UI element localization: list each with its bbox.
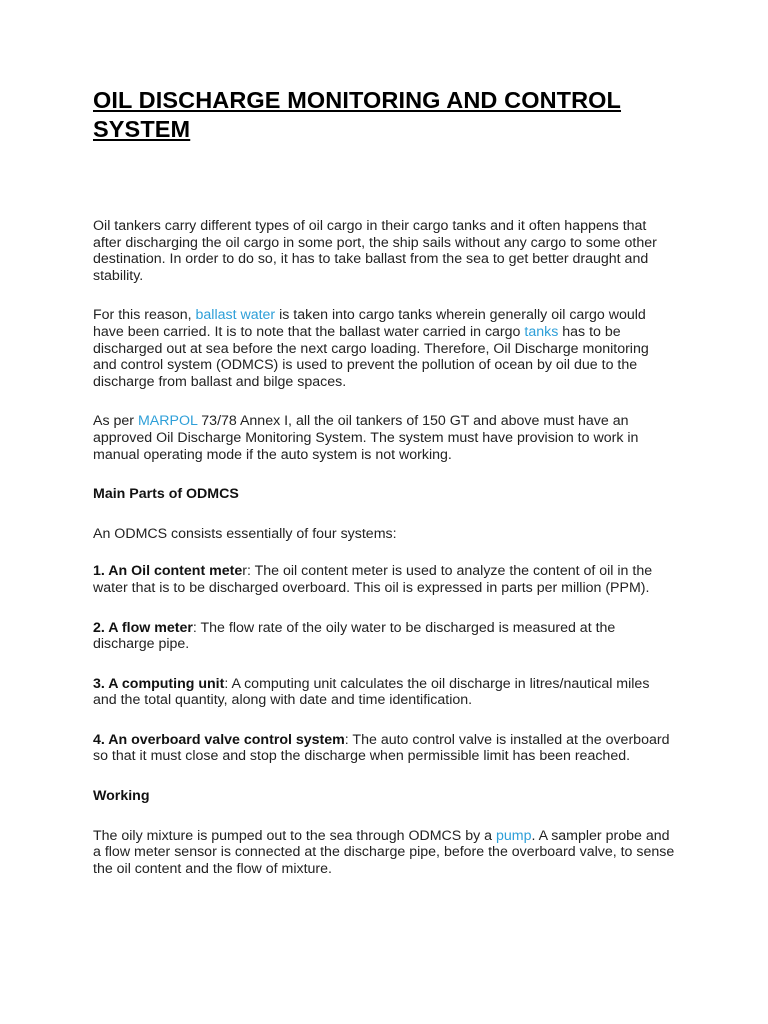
paragraph-working xyxy=(93,828,675,878)
main-parts-intro: An ODMCS consists essentially of four systems: xyxy=(93,525,397,542)
list-item-oil-content-meter xyxy=(93,563,675,596)
document-page xyxy=(93,86,675,877)
list-item-computing-unit xyxy=(93,676,675,709)
paragraph-ballast-text-3: has to be discharged out at sea before the next cargo loading. Therefore, Oil Discharge monitoring and control system (ODMCS) is used to prevent the pollution of ocean by oil due to the discharge from ballast and bilge spaces. xyxy=(93,323,649,390)
list-item-4-text: : The auto control valve is installed at the overboard so that it must close and stop the discharge when permissible limit has been reached. xyxy=(93,731,670,765)
working-heading: Working xyxy=(93,788,150,805)
pump-link[interactable]: pump xyxy=(495,827,532,844)
paragraph-ballast xyxy=(93,307,675,390)
list-item-1-text: : The oil content meter is used to analyze the content of oil in the water that is to be discharged overboard. This oil is expressed in parts per million (PPM). xyxy=(93,563,653,596)
list-item-2-title: 2. A flow meter xyxy=(93,619,193,636)
list-item-overboard-valve xyxy=(93,732,675,765)
list-item-1-title-tail: r xyxy=(242,563,247,580)
paragraph-marpol-text-1: As per xyxy=(93,413,138,430)
list-item-1-title: 1. An Oil content mete xyxy=(93,563,243,580)
list-item-4-title: 4. An overboard valve control system xyxy=(93,731,345,748)
list-item-flow-meter xyxy=(93,620,675,653)
paragraph-working-text-1: The oily mixture is pumped out to the sea through ODMCS by a xyxy=(93,827,496,844)
paragraph-marpol xyxy=(93,413,675,463)
paragraph-working-text-2: . A sampler probe and a flow meter sensor is connected at the discharge pipe, before the overboard valve, to sense the oil content and the flow of mixture. xyxy=(93,827,675,877)
tanks-link[interactable]: tanks xyxy=(524,323,559,340)
document-title: OIL DISCHARGE MONITORING AND CONTROL SYSTEM xyxy=(93,87,622,142)
list-item-3-text: : A computing unit calculates the oil discharge in litres/nautical miles and the total quantity, along with date and time identification. xyxy=(93,675,650,709)
paragraph-intro: Oil tankers carry different types of oil cargo in their cargo tanks and it often happens that after discharging the oil cargo in some port, the ship sails without any cargo to some other destination. In order to do so, it has to take ballast from the sea to get better draught and stability. xyxy=(93,218,657,284)
list-item-3-title: 3. A computing unit xyxy=(93,675,225,692)
paragraph-ballast-text-2: is taken into cargo tanks wherein generally oil cargo would have been carried. It is to note that the ballast water carried in cargo xyxy=(93,307,646,340)
marpol-link[interactable]: MARPOL xyxy=(137,413,198,430)
paragraph-ballast-text-1: For this reason, xyxy=(93,307,196,324)
paragraph-marpol-text-2: 73/78 Annex I, all the oil tankers of 150 GT and above must have an approved Oil Discharge Monitoring System. The system must have provision to work in manual operating mode if the auto system is not working. xyxy=(93,413,639,463)
list-item-2-text: : The flow rate of the oily water to be discharged is measured at the discharge pipe. xyxy=(93,619,616,653)
ballast-water-link[interactable]: ballast water xyxy=(195,307,276,324)
main-parts-heading: Main Parts of ODMCS xyxy=(93,486,239,503)
